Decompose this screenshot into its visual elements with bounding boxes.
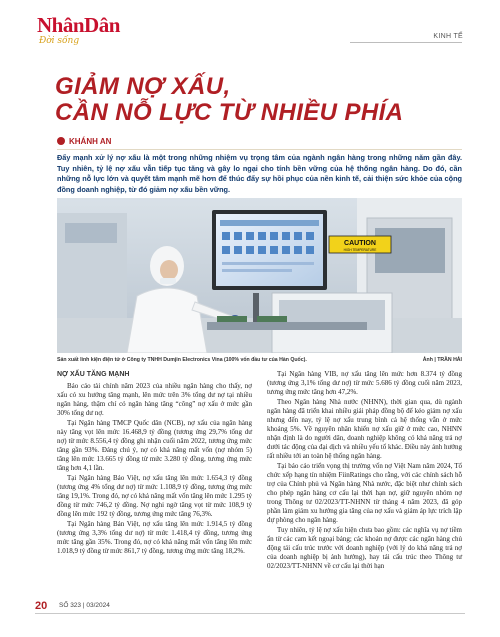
byline-divider — [57, 149, 462, 150]
article-lead: Đẩy mạnh xử lý nợ xấu là một trong những nhiệm vụ trọng tâm của ngành ngân hàng trong những năm gần đây. Tuy nhiên, tỷ lệ nợ xấu vẫn tiếp tục tăng và gây lo ngại cho tính bền vững của hệ thống ngân hàng. Do đó, cần những nỗ lực lớn và quyết tâm mạnh mẽ hơn để thúc đẩy sự hồi phục của nền kinh tế, cải thiện sức khỏe của cộng đồng doanh nghiệp, từ đó giảm nợ xấu bền vững. — [57, 153, 462, 194]
body-paragraph: Tại Ngân hàng Bản Việt, nợ xấu tăng lên mức 1.914,5 tỷ đồng (tương ứng 3,3% tổng dư nợ) từ mức 1.418,4 tỷ đồng, tương ứng mức tăng gần 35%. Trong đó, nợ có khả năng mất vốn tăng lên mức 1.018,9 tỷ đồng từ mức 861,7 tỷ đồng, tương ứng mức tăng 18,2%. — [57, 520, 252, 555]
section-rule — [350, 42, 462, 43]
page-footer — [35, 600, 465, 616]
body-paragraph: Tại Ngân hàng Bảo Việt, nợ xấu tăng lên mức 1.654,3 tỷ đồng (tương ứng 4% tổng dư nợ) từ mức 1.108,9 tỷ đồng, tương ứng mức tăng 19,1%. Trong đó, nợ có khả năng mất vốn tăng lên mức 1.295 tỷ đồng từ mức 746,2 tỷ đồng. Nợ nghi ngờ tăng vọt từ mức 108,9 tỷ đồng lên mức 192 tỷ đồng, tương ứng mức tăng 76,3%. — [57, 474, 252, 518]
section-label: KINH TẾ — [415, 33, 463, 40]
author-byline — [57, 135, 111, 147]
logo-main-text: NhânDân — [37, 13, 120, 37]
high-temperature-label: HIGH TEMPERATURE — [343, 248, 377, 252]
body-paragraph: Tại Ngân hàng TMCP Quốc dân (NCB), nợ xấu của ngân hàng này tăng vọt lên mức 16.468,9 tỷ đồng (tương ứng 29,7% tổng dư nợ) từ mức 8.556,4 tỷ đồng ghi nhận cuối năm 2022, tương ứng mức tăng gần 93%. Đáng chú ý, nợ có khả năng mất vốn (nợ nhóm 5) tăng lên mức 13.665 tỷ đồng từ mức 3.280 tỷ đồng, tương ứng mức tăng hơn 4,1 lần. — [57, 419, 252, 472]
body-paragraph: Tại báo cáo triển vọng thị trường vốn nợ Việt Nam năm 2024, Tổ chức xếp hạng tín nhiệm FiinRatings cho rằng, với các chính sách hỗ trợ của Chính phủ và Ngân hàng Nhà nước, đặc biệt như chính sách cho phép ngân hàng cơ cấu lại thời hạn nợ, giữ nguyên nhóm nợ trong Thông tư 02/2023/TT-NHNN từ tháng 4 năm 2023, đã góp phần làm giảm xu hướng gia tăng của nợ xấu và giảm áp lực trích lập dự phòng cho ngân hàng. — [267, 462, 462, 524]
body-paragraph: Tuy nhiên, tỷ lệ nợ xấu hiện chưa bao gồm: các nghĩa vụ nợ tiềm ẩn từ các cam kết ngoại bảng; các khoản nợ được các ngân hàng chủ động tái cấu trúc trước với doanh nghiệp (với lý do khả năng trả nợ của doanh nghiệp bị ảnh hưởng), hay tái cấu trúc theo Thông tư 02/2023/TT-NHNN về cơ cấu lại thời hạn — [267, 526, 462, 570]
body-paragraph: Tại Ngân hàng VIB, nợ xấu tăng lên mức hơn 8.374 tỷ đồng (tương ứng 3,1% tổng dư nợ) từ mức 5.686 tỷ đồng cuối năm 2023, tương ứng mức tăng hơn 47,2%. — [267, 370, 462, 396]
issue-info: SỐ 323 | 03/2024 — [59, 602, 110, 609]
factory-photo-illustration — [57, 198, 462, 353]
body-paragraph: Theo Ngân hàng Nhà nước (NHNN), thời gian qua, dù ngành ngân hàng đã triển khai nhiều giải pháp đồng bộ để kéo giảm nợ xấu nhưng đến nay, tỷ lệ nợ xấu trung bình cả hệ thống vẫn ở mức khoảng 5%. Về nguyên nhân khiến nợ xấu giữ ở mức cao, NHNN nhận định là do người dân, doanh nghiệp không có khả năng trả nợ dưới tác động của đại dịch và nhiều yếu tố khác. Điều này ảnh hưởng rất nhiều tới an toàn hệ thống ngân hàng. — [267, 398, 462, 460]
body-column-left — [57, 370, 252, 557]
photo-credit: Ảnh | TRẦN HẢI — [422, 357, 462, 363]
logo-sub-text: Đời sống — [39, 36, 80, 46]
article-title — [55, 74, 475, 126]
page-number: 20 — [35, 600, 48, 612]
article-title-line-1: GIẢM NỢ XẤU, — [55, 73, 231, 100]
article-title-line-2: CẦN NỖ LỰC TỪ NHIỀU PHÍA — [55, 99, 404, 126]
footer-rule — [35, 613, 465, 614]
photo-caption — [57, 356, 462, 365]
article-photo — [57, 198, 462, 353]
caption-text: Sản xuất linh kiện điện tử ở Công ty TNHH Dumjin Electronics Vina (100% vốn đầu tư của Hàn Quốc). — [57, 357, 307, 363]
body-paragraph: Báo cáo tài chính năm 2023 của nhiều ngân hàng cho thấy, nợ xấu có xu hướng tăng mạnh, lên mức trên 3% tổng dư nợ tại nhiều ngân hàng, thậm chí có ngân hàng tăng “công” nợ xấu ở mức gần 30% tổng dư nợ. — [57, 382, 252, 417]
author-name: KHÁNH AN — [69, 136, 112, 146]
section-subhead: NỢ XẤU TĂNG MẠNH — [57, 371, 130, 378]
caution-label: CAUTION — [344, 240, 376, 247]
body-column-right — [267, 370, 462, 572]
author-bullet-icon — [57, 137, 65, 145]
newspaper-logo[interactable] — [37, 13, 120, 48]
